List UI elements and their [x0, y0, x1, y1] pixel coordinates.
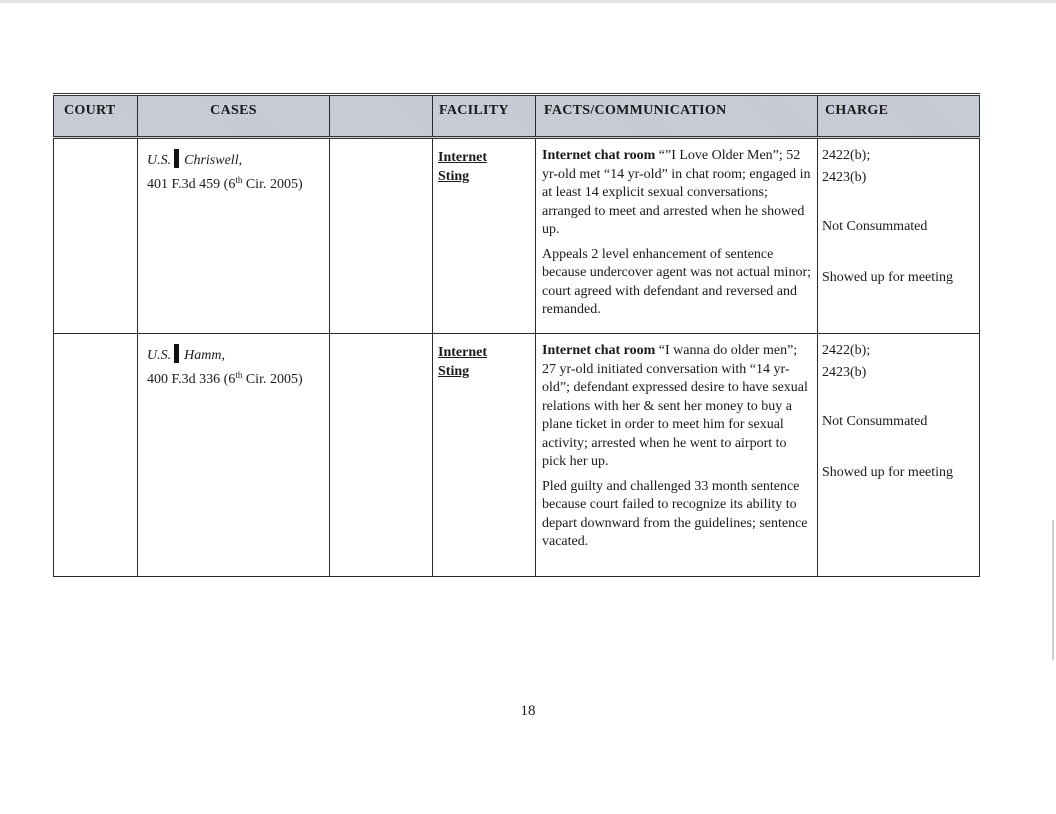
facts-text: “”I Love Older Men”; 52 yr-old met “14 yr-old” in chat room; engaged in at least 14 explicit sexual conversations; arranged to meet and arrested when he showed up.: [542, 148, 811, 237]
blank-cell: [330, 138, 433, 334]
facts-paragraph: [542, 342, 811, 472]
case-name: [147, 344, 329, 366]
charge-statute-2: 2423(b): [822, 364, 867, 380]
case-prefix: U.S.: [147, 153, 172, 168]
citation-text-end: Cir. 2005): [242, 176, 303, 192]
header-blank: [330, 95, 433, 138]
charge-statute-1: 2422(b);: [822, 148, 871, 163]
facility-label: Internet Sting: [438, 345, 487, 379]
redaction-mark: [174, 149, 179, 168]
charge-note: Showed up for meeting: [822, 464, 954, 480]
charge-statute-1: 2422(b);: [822, 343, 871, 358]
facility-cell: [433, 138, 536, 334]
citation-sup: th: [235, 174, 243, 185]
cases-table: [53, 93, 980, 577]
case-party: Chriswell,: [184, 153, 243, 168]
facts-paragraph-2: Pled guilty and challenged 33 month sentence because court failed to recognize its ability to depart downward from the guidelines; sentence vacated.: [542, 478, 808, 549]
court-cell: [54, 334, 138, 577]
page-right-edge: [1052, 520, 1054, 660]
facts-lead: Internet chat room: [542, 148, 656, 163]
blank-cell: [330, 334, 433, 577]
charge-note: Showed up for meeting: [822, 269, 954, 285]
page-top-edge: [0, 0, 1056, 3]
case-name: [147, 149, 329, 171]
case-citation: [147, 371, 329, 390]
table-row: [54, 138, 980, 334]
header-facts: FACTS/COMMUNICATION: [536, 95, 818, 138]
facts-text: “I wanna do older men”; 27 yr-old initiated conversation with “14 yr-old”; defendant expressed desire to have sexual relations with her & sent her money to buy a plane ticket in order to meet him for sexual activity; arrested when he went to airport to pick her up.: [542, 343, 808, 469]
page-number: 18: [520, 703, 536, 719]
case-party: Hamm,: [184, 348, 225, 363]
facts-cell: [536, 334, 818, 577]
table-header: [54, 95, 980, 138]
charge-cell: [818, 334, 980, 577]
charge-status: Not Consummated: [822, 414, 928, 429]
header-court: COURT: [54, 95, 138, 138]
facility-cell: [433, 334, 536, 577]
citation-text: 400 F.3d 336 (6: [147, 371, 236, 387]
header-row: [54, 95, 980, 138]
citation-sup: th: [235, 369, 243, 380]
header-charge: CHARGE: [818, 95, 980, 138]
facts-lead: Internet chat room: [542, 343, 656, 358]
charge-status: Not Consummated: [822, 219, 928, 234]
charge-cell: [818, 138, 980, 334]
facts-paragraph-2: Appeals 2 level enhancement of sentence because undercover agent was not actual minor; court agreed with defendant and reversed and remanded.: [542, 246, 812, 317]
header-facility: FACILITY: [433, 95, 536, 138]
citation-text-end: Cir. 2005): [242, 371, 303, 387]
case-prefix: U.S.: [147, 348, 172, 363]
case-cell: [138, 138, 330, 334]
facts-paragraph: [542, 147, 811, 240]
citation-text: 401 F.3d 459 (6: [147, 176, 236, 192]
facts-cell: [536, 138, 818, 334]
redaction-mark: [174, 344, 179, 363]
case-cell: [138, 334, 330, 577]
header-cases: CASES: [138, 95, 330, 138]
court-cell: [54, 138, 138, 334]
case-citation: [147, 176, 329, 195]
facility-label: Internet Sting: [438, 150, 487, 184]
table-row: [54, 334, 980, 577]
charge-statute-2: 2423(b): [822, 169, 867, 185]
